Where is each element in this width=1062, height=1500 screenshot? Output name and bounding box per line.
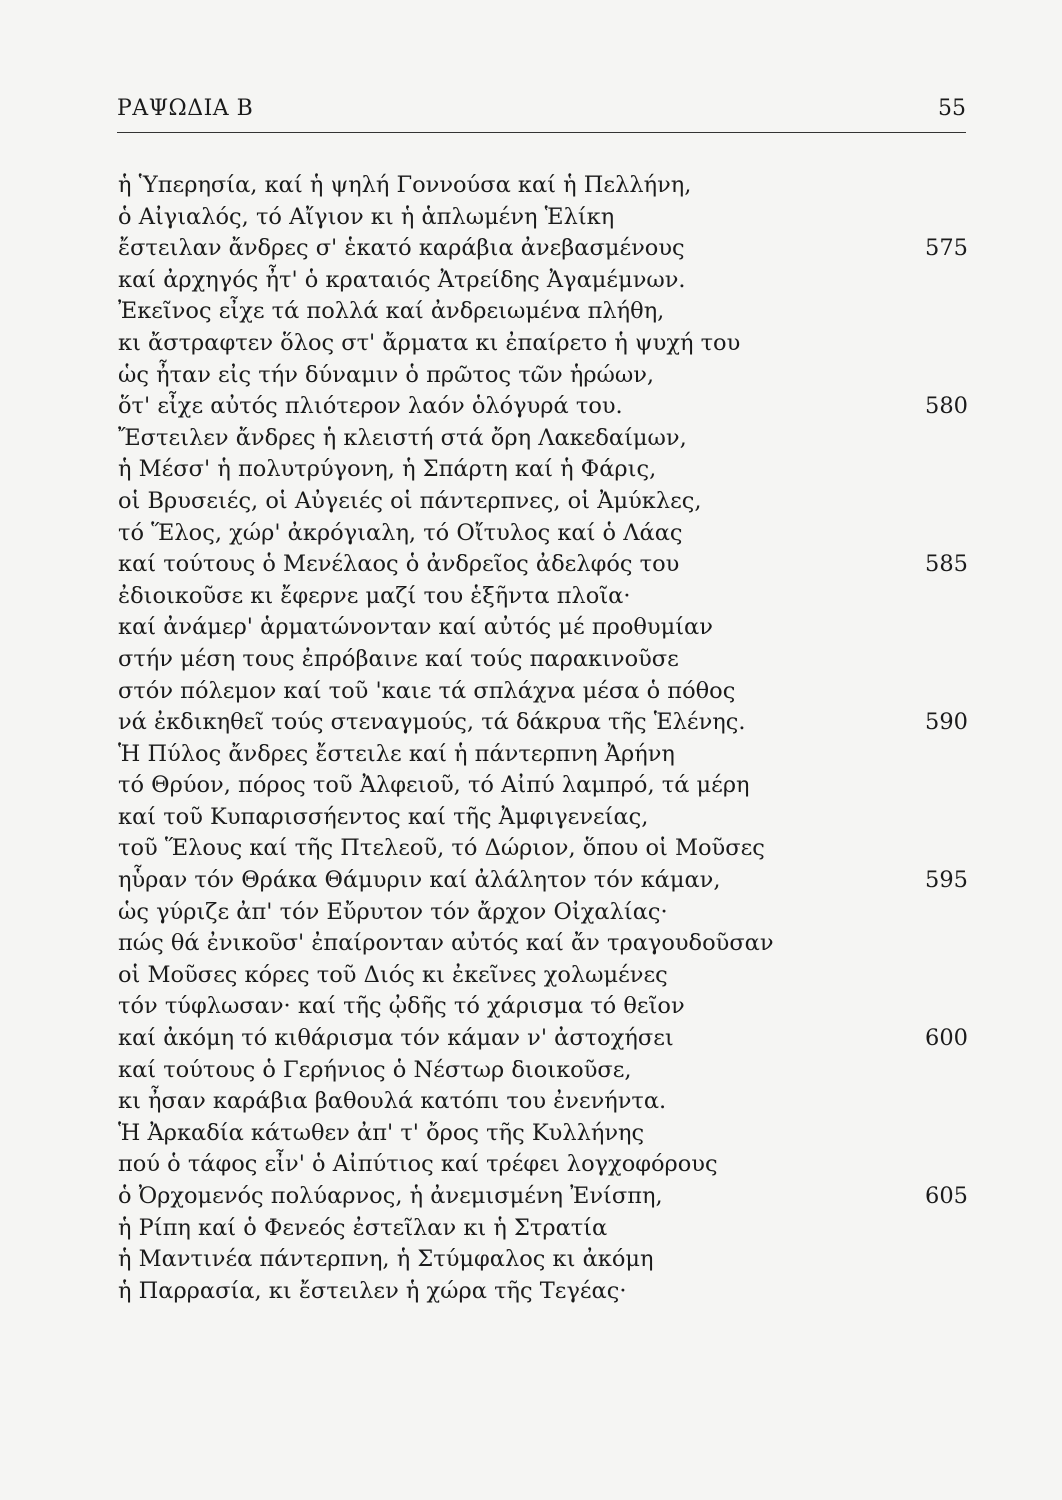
verse-text: τοῦ Ἕλους καί τῆς Πτελεοῦ, τό Δώριον, ὅπου οἱ Μοῦσες	[118, 835, 765, 862]
verse-text: στήν μέση τους ἐπρόβαινε καί τούς παρακινοῦσε	[118, 645, 679, 672]
verse-line	[118, 518, 968, 550]
verse-text: οἱ Μοῦσες κόρες τοῦ Διός κι ἐκεῖνες χολωμένες	[118, 961, 668, 988]
verse-line	[118, 391, 968, 423]
verse-line	[118, 202, 968, 234]
verse-text: ἡ Μέσσ' ἡ πολυτρύγονη, ἡ Σπάρτη καί ἡ Φάρις,	[118, 456, 657, 483]
line-number: 590	[925, 709, 968, 736]
verse-line	[118, 486, 968, 518]
verse-text: ὁ Αἰγιαλός, τό Αἴγιον κι ἡ ἁπλωμένη Ἑλίκη	[118, 203, 615, 230]
verse-line	[118, 296, 968, 328]
verse-line	[118, 802, 968, 834]
verse-text: ἡ Παρρασία, κι ἔστειλεν ἡ χώρα τῆς Τεγέας·	[118, 1277, 627, 1304]
verse-line	[118, 549, 968, 581]
header-rule	[117, 132, 966, 133]
verse-text: στόν πόλεμον καί τοῦ 'καιε τά σπλάχνα μέσα ὁ πόθος	[118, 677, 736, 704]
verse-text: καί τούτους ὁ Μενέλαος ὁ ἀνδρεῖος ἀδελφός του	[118, 551, 680, 578]
verse-text: καί τοῦ Κυπαρισσήεντος καί τῆς Ἀμφιγενείας,	[118, 803, 649, 830]
verse-text: καί ἀρχηγός ἦτ' ὁ κραταιός Ἀτρείδης Ἀγαμέμνων.	[118, 266, 686, 293]
verse-line	[118, 676, 968, 708]
verse-text: Ἐκεῖνος εἶχε τά πολλά καί ἀνδρειωμένα πλήθη,	[118, 298, 665, 325]
verse-line	[118, 707, 968, 739]
verse-line	[118, 170, 968, 202]
verse-line	[118, 865, 968, 897]
verse-line	[118, 328, 968, 360]
page-number: 55	[938, 96, 966, 121]
verse-line	[118, 1149, 968, 1181]
line-number: 605	[925, 1183, 968, 1209]
verse-text: ἡ Ὑπερησία, καί ἡ ψηλή Γοννούσα καί ἡ Πελλήνη,	[118, 172, 692, 198]
verse-text: καί τούτους ὁ Γερήνιος ὁ Νέστωρ διοικοῦσε,	[118, 1056, 632, 1083]
verse-text: Ἡ Πύλος ἄνδρες ἔστειλε καί ἡ πάντερπνη Ἀρήνη	[118, 740, 675, 767]
verse-text: Ἡ Ἀρκαδία κάτωθεν ἀπ' τ' ὄρος τῆς Κυλλήνης	[118, 1119, 645, 1146]
verse-line	[118, 833, 968, 865]
verse-text: νά ἐκδικηθεῖ τούς στεναγμούς, τά δάκρυα τῆς Ἑλένης.	[118, 709, 746, 736]
verse-text: κι ἄστραφτεν ὅλος στ' ἄρματα κι ἐπαίρετο ἡ ψυχή του	[118, 329, 741, 356]
verse-line	[118, 770, 968, 802]
line-number: 595	[925, 867, 968, 894]
verse-text: τό Θρύον, πόρος τοῦ Ἀλφειοῦ, τό Αἰπύ λαμπρό, τά μέρη	[118, 772, 750, 799]
verse-line	[118, 960, 968, 992]
verse-text: ἡ Ρίπη καί ὁ Φενεός ἐστεῖλαν κι ἡ Στρατία	[118, 1214, 608, 1241]
verse-line	[118, 644, 968, 676]
line-number: 585	[925, 551, 968, 578]
verse-line	[118, 612, 968, 644]
verse-line	[118, 360, 968, 392]
verse-text: ἔστειλαν ἄνδρες σ' ἑκατό καράβια ἀνεβασμένους	[118, 235, 685, 262]
verse-text: τό Ἕλος, χώρ' ἀκρόγιαλη, τό Οἴτυλος καί ὁ Λάας	[118, 519, 683, 546]
verse-text: τόν τύφλωσαν· καί τῆς ᾠδῆς τό χάρισμα τό θεῖον	[118, 993, 685, 1020]
verse-line	[118, 1181, 968, 1213]
verse-text: ὡς ἦταν εἰς τήν δύναμιν ὁ πρῶτος τῶν ἡρώων,	[118, 361, 655, 388]
verse-text: ὡς γύριζε ἀπ' τόν Εὔρυτον τόν ἄρχον Οἰχαλίας·	[118, 898, 668, 925]
verse-line	[118, 1276, 968, 1308]
line-number: 600	[925, 1025, 968, 1052]
verse-line	[118, 1086, 968, 1118]
verse-text: οἱ Βρυσειές, οἱ Αὐγειές οἱ πάντερπνες, οἱ Ἀμύκλες,	[118, 487, 702, 514]
verse-line	[118, 1213, 968, 1245]
running-head-title: ΡΑΨΩΔΙΑ Β	[117, 96, 254, 121]
verse-text: ὅτ' εἶχε αὐτός πλιότερον λαόν ὁλόγυρά του.	[118, 393, 623, 420]
verse-line	[118, 1055, 968, 1087]
verse-text: καί ἀκόμη τό κιθάρισμα τόν κάμαν ν' ἀστοχήσει	[118, 1025, 674, 1052]
poem-body	[118, 170, 968, 1307]
page-header	[117, 92, 966, 128]
verse-text: ἐδιοικοῦσε κι ἔφερνε μαζί του ἑξῆντα πλοῖα·	[118, 582, 631, 609]
line-number: 580	[925, 393, 968, 420]
verse-line	[118, 581, 968, 613]
verse-text: πού ὁ τάφος εἶν' ὁ Αἰπύτιος καί τρέφει λογχοφόρους	[118, 1151, 718, 1178]
line-number: 575	[925, 235, 968, 262]
verse-line	[118, 265, 968, 297]
verse-text: Ἔστειλεν ἄνδρες ἡ κλειστή στά ὄρη Λακεδαίμων,	[118, 424, 687, 451]
verse-text: ηὗραν τόν Θράκα Θάμυριν καί ἀλάλητον τόν κάμαν,	[118, 867, 721, 894]
verse-line	[118, 1023, 968, 1055]
verse-text: καί ἀνάμερ' ἁρματώνονταν καί αὐτός μέ προθυμίαν	[118, 614, 713, 641]
verse-line	[118, 928, 968, 960]
verse-line	[118, 897, 968, 929]
verse-line	[118, 1244, 968, 1276]
verse-line	[118, 739, 968, 771]
verse-text: πώς θά ἐνικοῦσ' ἐπαίρονταν αὐτός καί ἄν τραγουδοῦσαν	[118, 930, 774, 957]
verse-text: κι ἦσαν καράβια βαθουλά κατόπι του ἐνενήντα.	[118, 1088, 667, 1115]
verse-line	[118, 1118, 968, 1150]
verse-line	[118, 423, 968, 455]
verse-text: ὁ Ὀρχομενός πολύαρνος, ἡ ἀνεμισμένη Ἐνίσπη,	[118, 1183, 663, 1209]
verse-line	[118, 991, 968, 1023]
verse-line	[118, 454, 968, 486]
verse-line	[118, 233, 968, 265]
verse-text: ἡ Μαντινέα πάντερπνη, ἡ Στύμφαλος κι ἀκόμη	[118, 1246, 654, 1273]
